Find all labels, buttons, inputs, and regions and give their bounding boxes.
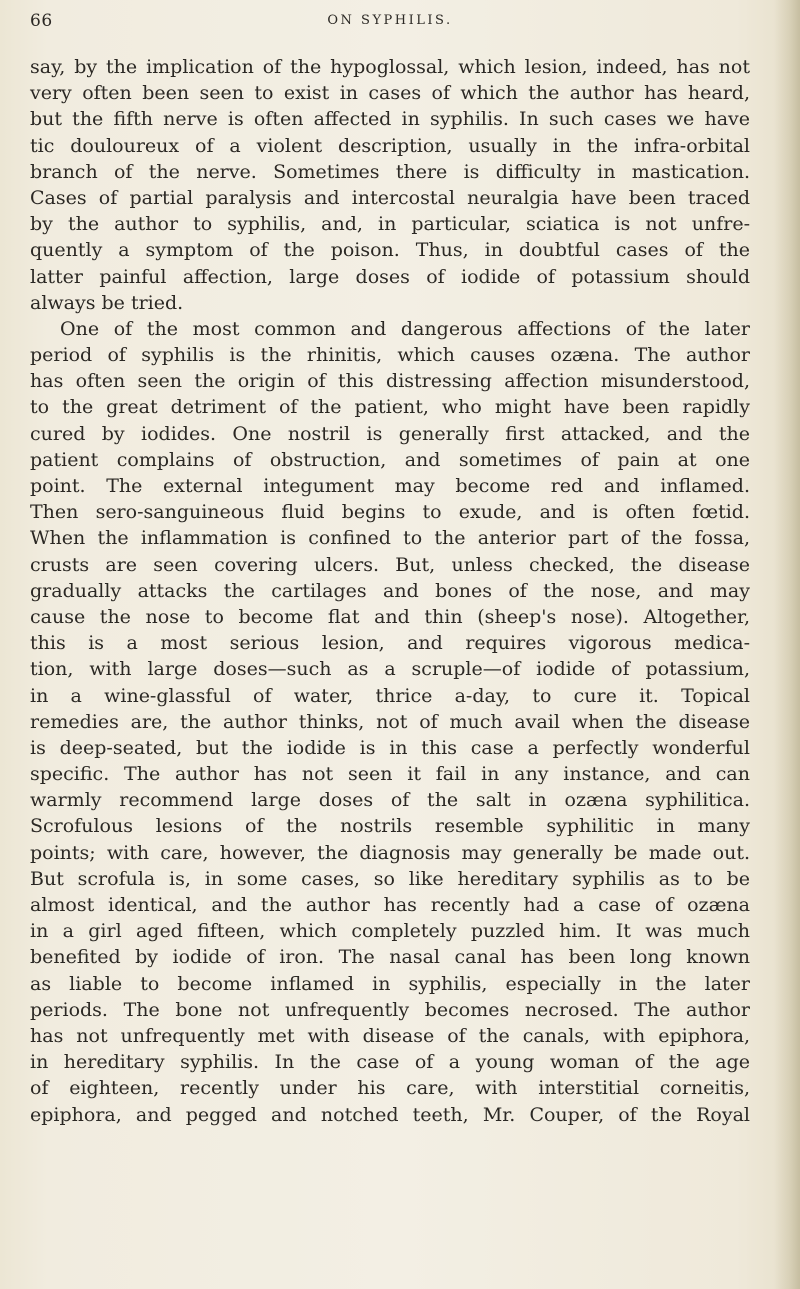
text-line: as liable to become inflamed in syphilis, especially in the later xyxy=(30,972,750,995)
text-line: to the great detriment of the patient, who might have been rapidly xyxy=(30,396,750,419)
text-line: tic douloureux of a violent description, usually in the infra-orbital xyxy=(30,134,750,157)
text-line: period of syphilis is the rhinitis, which causes ozæna. The author xyxy=(30,344,750,367)
text-line: in a wine-glassful of water, thrice a-day, to cure it. Topical xyxy=(30,684,750,707)
text-line: Scrofulous lesions of the nostrils resemble syphilitic in many xyxy=(30,815,750,838)
text-line: remedies are, the author thinks, not of much avail when the disease xyxy=(30,710,750,733)
text-line: crusts are seen covering ulcers. But, unless checked, the disease xyxy=(30,553,750,576)
text-line: epiphora, and pegged and notched teeth, Mr. Couper, of the Royal xyxy=(30,1103,750,1126)
text-line: gradually attacks the cartilages and bones of the nose, and may xyxy=(30,579,750,602)
text-line: warmly recommend large doses of the salt in ozæna syphilitica. xyxy=(30,789,750,812)
page-edge-shadow xyxy=(774,0,800,1289)
text-line: Then sero-sanguineous fluid begins to exude, and is often fœtid. xyxy=(30,501,750,524)
text-line: cured by iodides. One nostril is generally first attacked, and the xyxy=(30,422,750,445)
text-line: very often been seen to exist in cases of which the author has heard, xyxy=(30,82,750,105)
running-title: ON SYPHILIS. xyxy=(327,13,453,28)
body-text xyxy=(30,54,750,1128)
text-line: specific. The author has not seen it fail in any instance, and can xyxy=(30,763,750,786)
text-line: by the author to syphilis, and, in particular, sciatica is not unfre- xyxy=(30,213,750,236)
text-line-paragraph-start: One of the most common and dangerous affections of the later xyxy=(60,317,750,340)
text-line: Cases of partial paralysis and intercostal neuralgia have been traced xyxy=(30,186,750,209)
text-line: in a girl aged fifteen, which completely puzzled him. It was much xyxy=(30,920,750,943)
text-line: is deep-seated, but the iodide is in this case a perfectly wonderful xyxy=(30,736,750,759)
text-line: of eighteen, recently under his care, with interstitial corneitis, xyxy=(30,1077,750,1100)
text-line: say, by the implication of the hypoglossal, which lesion, indeed, has not xyxy=(30,56,750,78)
text-line: has not unfrequently met with disease of the canals, with epiphora, xyxy=(30,1024,750,1047)
text-line: has often seen the origin of this distressing affection misunderstood, xyxy=(30,370,750,393)
page-header xyxy=(30,11,750,41)
text-line: this is a most serious lesion, and requires vigorous medica- xyxy=(30,632,750,655)
page-number: 66 xyxy=(30,11,53,31)
text-line: When the inflammation is confined to the anterior part of the fossa, xyxy=(30,527,750,550)
text-line: benefited by iodide of iron. The nasal canal has been long known xyxy=(30,946,750,969)
text-line-paragraph-end: always be tried. xyxy=(30,291,184,314)
text-line: but the fifth nerve is often affected in syphilis. In such cases we have xyxy=(30,108,750,131)
text-line: But scrofula is, in some cases, so like hereditary syphilis as to be xyxy=(30,867,750,890)
text-line: cause the nose to become flat and thin (sheep's nose). Altogether, xyxy=(30,605,750,628)
text-line: in hereditary syphilis. In the case of a young woman of the age xyxy=(30,1051,750,1074)
text-line: tion, with large doses—such as a scruple—of iodide of potassium, xyxy=(30,658,750,681)
text-line: patient complains of obstruction, and sometimes of pain at one xyxy=(30,448,750,471)
text-line: points; with care, however, the diagnosis may generally be made out. xyxy=(30,841,750,864)
text-line: quently a symptom of the poison. Thus, in doubtful cases of the xyxy=(30,239,750,262)
text-line: branch of the nerve. Sometimes there is difficulty in mastication. xyxy=(30,160,750,183)
text-line: point. The external integument may become red and inflamed. xyxy=(30,475,750,497)
text-line: latter painful affection, large doses of iodide of potassium should xyxy=(30,265,750,288)
text-line: periods. The bone not unfrequently becomes necrosed. The author xyxy=(30,998,750,1021)
text-line: almost identical, and the author has recently had a case of ozæna xyxy=(30,894,750,916)
